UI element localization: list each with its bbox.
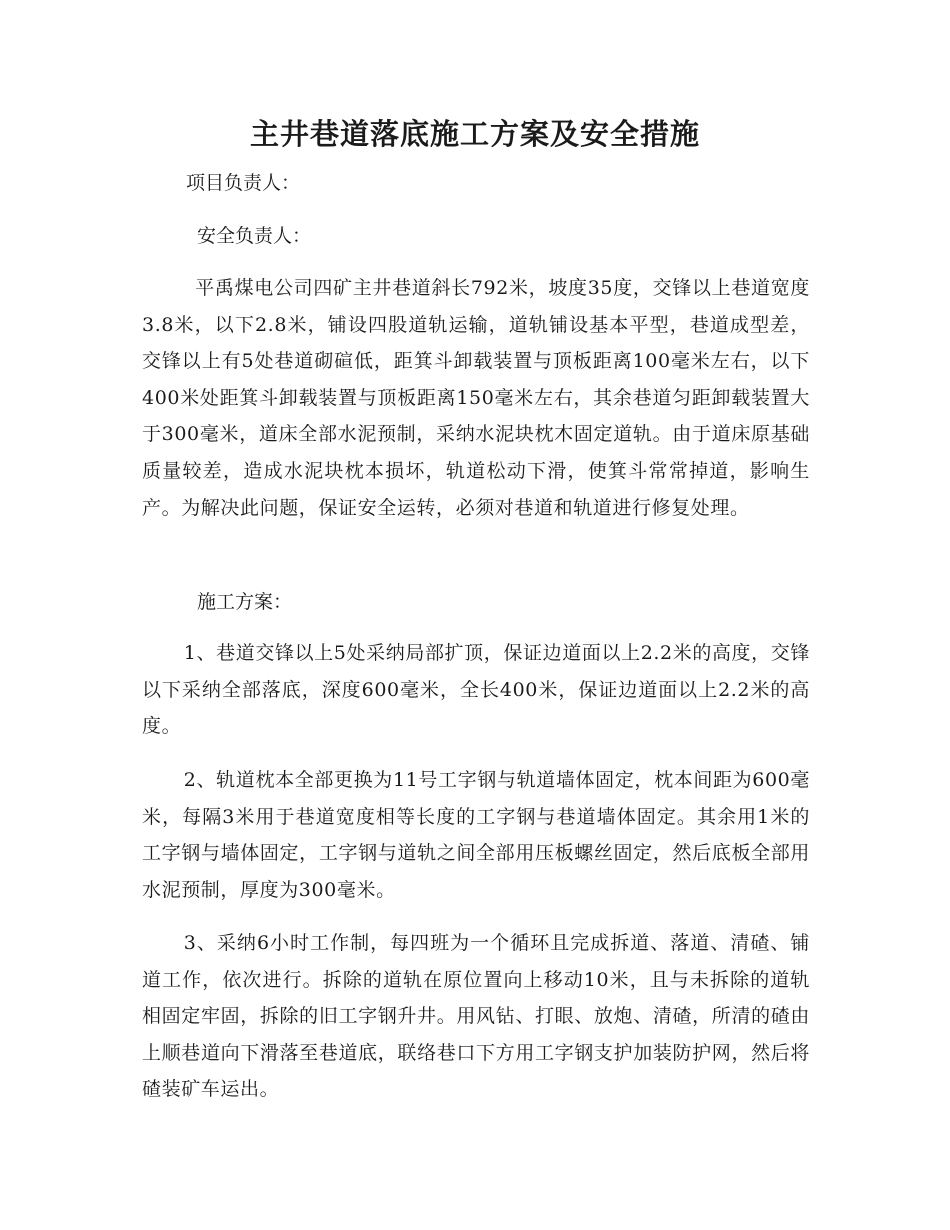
document-title: 主井巷道落底施工方案及安全措施 (249, 117, 700, 151)
plan-item-3: 3、采纳6小时工作制，每四班为一个循环且完成拆道、落道、清碴、铺道工作，依次进行。拆除的道轨在原位置向上移动10米，且与未拆除的道轨相固定牢固，拆除的旧工字钢升井。用风钻、打眼、放炮、清碴，所清的碴由上顺巷道向下滑落至巷道底，联络巷口下方用工字钢支护加装防护网，然后将碴装矿车运出。 (142, 932, 810, 1101)
plan-item-2: 2、轨道枕本全部更换为11号工字钢与轨道墙体固定，枕本间距为600毫米，每隔3米用于巷道宽度相等长度的工字钢与巷道墙体固定。其余用1米的工字钢与墙体固定，工字钢与道轨之间全部用压板螺丝固定，然后底板全部用水泥预制，厚度为300毫米。 (142, 769, 810, 901)
intro-paragraph: 平禹煤电公司四矿主井巷道斜长792米，坡度35度，交锋以上巷道宽度3.8米，以下2.8米，铺设四股道轨运输，道轨铺设基本平型，巷道成型差，交锋以上有5处巷道砌碹低，距箕斗卸载装置与顶板距离100毫米左右，以下400米处距箕斗卸载装置与顶板距离150毫米左右，其余巷道匀距卸载装置大于300毫米，道床全部水泥预制，采纳水泥块枕木固定道轨。由于道床原基础质量较差，造成水泥块枕本损坏，轨道松动下滑，使箕斗常常掉道，影响生产。为解决此问题，保证安全运转，必须对巷道和轨道进行修复处理。 (142, 277, 810, 519)
safety-leader-label: 安全负责人： (197, 225, 312, 247)
plan-heading: 施工方案： (197, 591, 293, 613)
plan-item-1: 1、巷道交锋以上5处采纳局部扩顶，保证边道面以上2.2米的高度，交锋以下采纳全部落底，深度600毫米，全长400米，保证边道面以上2.2米的高度。 (142, 642, 810, 738)
project-leader-label: 项目负责人： (186, 172, 301, 194)
